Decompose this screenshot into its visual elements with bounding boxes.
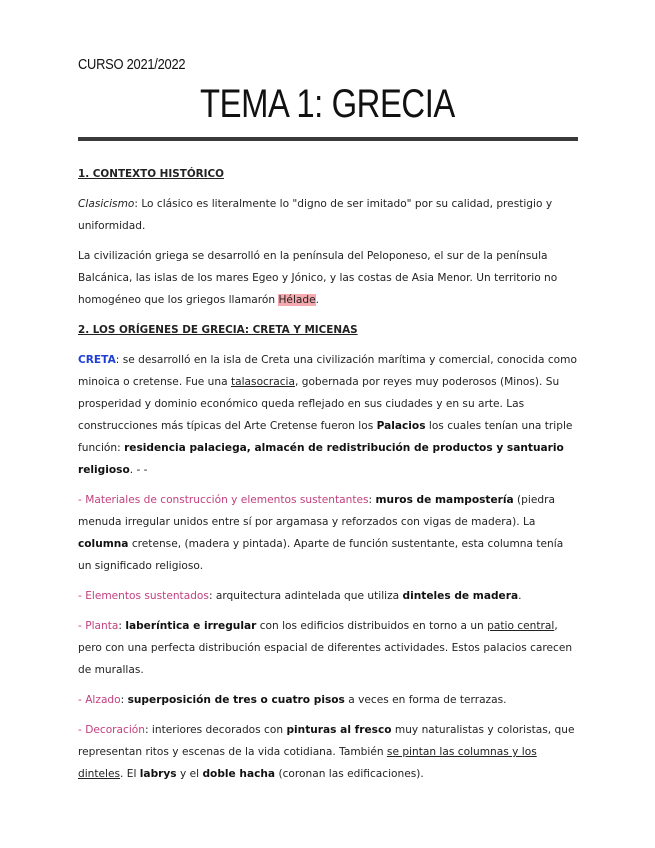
page-title-text: TEMA 1: GRECIA	[200, 82, 455, 126]
page-title	[0, 82, 655, 127]
bold-doble-hacha: doble hacha	[202, 768, 276, 780]
paragraph-text: :	[118, 620, 126, 632]
bold-superposicion: superposición de tres o cuatro pisos	[127, 694, 345, 706]
label-sustentados: - Elementos sustentados	[78, 590, 209, 602]
paragraph-text: , gobernada por reyes muy poderosos (Minos). Su prosperidad y dominio económico queda reflejado en sus ciudades y en su arte. Las construcciones más típicas del Arte Cretense fueron los	[78, 376, 560, 432]
label-materiales: - Materiales de construcción y elementos sustentantes	[78, 494, 369, 506]
label-creta: CRETA	[78, 354, 116, 366]
paragraph-decoracion	[78, 719, 578, 785]
label-decoracion: - Decoración	[78, 724, 145, 736]
bold-triple-funcion: residencia palaciega, almacén de redistribución de productos y santuario religioso	[78, 442, 564, 476]
paragraph-text: (coronan las edificaciones).	[275, 768, 424, 780]
paragraph-text: .	[518, 590, 522, 602]
paragraph-text: los cuales tenían una triple función:	[78, 420, 573, 454]
underlined-columnas: se pintan las columnas y los dinteles	[78, 746, 537, 780]
paragraph-text: muy naturalistas y coloristas, que representan ritos y escenas de la vida cotidiana. También	[78, 724, 575, 758]
paragraph-text: La civilización griega se desarrolló en la península del Peloponeso, el sur de la península Balcánica, las islas de los mares Egeo y Jónico, y las costas de Asia Menor. Un territorio no homogéneo que los griegos llamarón	[78, 250, 558, 306]
paragraph-alzado	[78, 689, 578, 711]
course-label: CURSO 2021/2022	[78, 56, 186, 73]
paragraph-text: . - -	[129, 464, 148, 476]
paragraph-sustentados	[78, 585, 578, 607]
paragraph-text: . El	[120, 768, 140, 780]
label-planta: - Planta	[78, 620, 119, 632]
paragraph-text: : arquitectura adintelada que utiliza	[208, 590, 403, 602]
paragraph-text: y el	[176, 768, 203, 780]
paragraph-text: con los edificios distribuidos en torno a un	[256, 620, 488, 632]
paragraph-civilizacion	[78, 245, 578, 311]
title-divider	[78, 137, 578, 141]
paragraph-text: : se desarrolló en la isla de Creta una civilización marítima y comercial, conocida como minoica o cretense. Fue una	[78, 354, 577, 388]
term-clasicismo: Clasicismo	[78, 198, 135, 210]
bold-columna: columna	[78, 538, 129, 550]
paragraph-clasicismo	[78, 193, 578, 237]
bold-labrys: labrys	[139, 768, 177, 780]
paragraph-text: , pero con una perfecta distribución espacial de diferentes actividades. Estos palacios carecen de murallas.	[78, 620, 573, 676]
paragraph-text: .	[315, 294, 320, 306]
label-alzado: - Alzado	[78, 694, 121, 706]
bold-laberintica: laberíntica e irregular	[125, 620, 257, 632]
highlight-helade: Hélade	[278, 294, 316, 306]
paragraph-text: :	[120, 694, 128, 706]
paragraph-text: :	[368, 494, 376, 506]
bold-palacios: Palacios	[376, 420, 426, 432]
paragraph-text: : interiores decorados con	[144, 724, 287, 736]
paragraph-text: : Lo clásico es literalmente lo "digno de ser imitado" por su calidad, prestigio y uniformidad.	[78, 198, 553, 232]
paragraph-text: a veces en forma de terrazas.	[344, 694, 507, 706]
bold-pinturas: pinturas al fresco	[286, 724, 392, 736]
paragraph-planta	[78, 615, 578, 681]
underlined-patio: patio central	[487, 620, 555, 632]
bold-dinteles: dinteles de madera	[402, 590, 519, 602]
document-body	[78, 163, 578, 793]
section-heading-context: 1. CONTEXTO HISTÓRICO	[78, 168, 224, 180]
paragraph-creta	[78, 349, 578, 481]
section-heading-origins: 2. LOS ORÍGENES DE GRECIA: CRETA Y MICENAS	[78, 324, 358, 336]
paragraph-text: (piedra menuda irregular unidos entre sí por argamasa y reforzados con vigas de madera). La	[78, 494, 555, 528]
paragraph-text: cretense, (madera y pintada). Aparte de función sustentante, esta columna tenía un significado religioso.	[78, 538, 564, 572]
bold-muros: muros de mampostería	[375, 494, 514, 506]
underlined-talasocracia: talasocracia	[230, 376, 295, 388]
paragraph-materiales	[78, 489, 578, 577]
